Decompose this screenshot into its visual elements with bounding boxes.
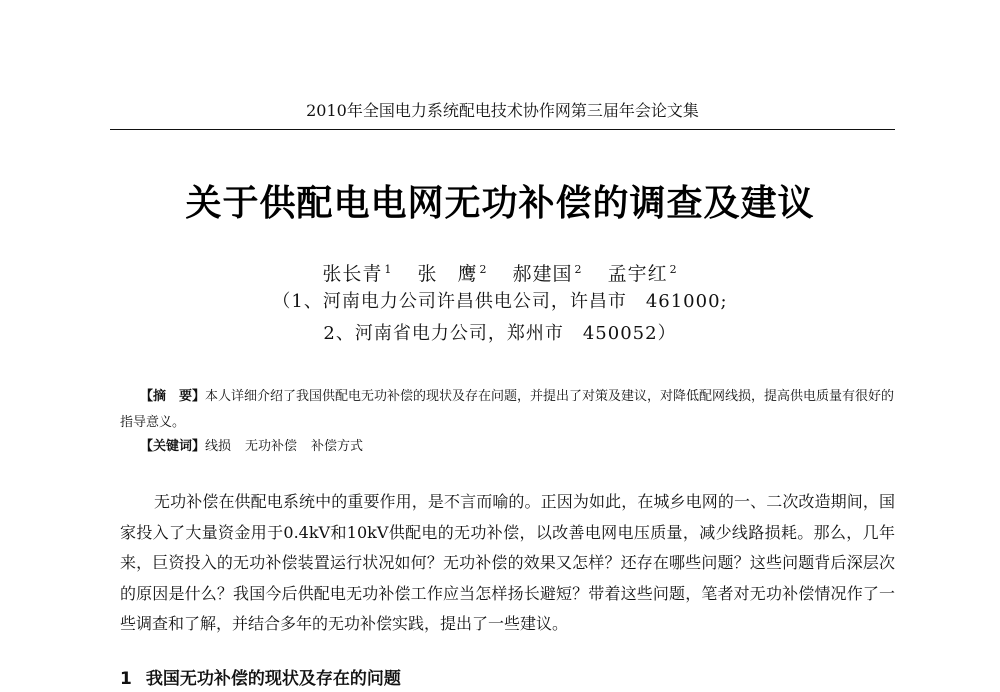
- affiliation-1: （1、河南电力公司许昌供电公司，许昌市 461000;: [272, 291, 728, 312]
- section-number: 1: [120, 669, 132, 689]
- author-affiliation-mark: 2: [669, 263, 678, 276]
- author-name: 张长青: [322, 263, 383, 286]
- author-3: [513, 263, 583, 285]
- paper-title: 关于供配电电网无功补偿的调查及建议: [185, 183, 815, 224]
- keywords: [140, 434, 900, 460]
- keyword-item: 无功补偿: [245, 439, 298, 454]
- header-rule: [110, 129, 895, 130]
- author-affiliation-mark: 1: [384, 263, 393, 276]
- section-title: 我国无功补偿的现状及存在的问题: [145, 669, 401, 689]
- keywords-label: 【关键词】: [140, 439, 206, 454]
- running-header: 2010年全国电力系统配电技术协作网第三届年会论文集: [306, 101, 699, 120]
- abstract-label: 【摘 要】: [140, 389, 206, 404]
- author-affiliation-mark: 2: [574, 263, 583, 276]
- author-name: 郝建国: [512, 263, 573, 286]
- abstract-text: 本人详细介绍了我国供配电无功补偿的现状及存在问题，并提出了对策及建议，对降低配网线损，提高供电质量有很好的指导意义。: [120, 389, 895, 430]
- affiliation-2: 2、河南省电力公司，郑州市 450052）: [323, 323, 677, 344]
- author-name: 张 鹰: [417, 263, 478, 286]
- author-1: [322, 263, 392, 285]
- author-name: 孟宇红: [607, 263, 668, 286]
- author-list: [0, 256, 1000, 288]
- keyword-item: 补偿方式: [311, 439, 364, 454]
- author-affiliation-mark: 2: [479, 263, 488, 276]
- author-4: [608, 263, 678, 285]
- abstract: [120, 384, 895, 436]
- section-heading: [120, 666, 895, 692]
- keyword-item: 线损: [205, 439, 232, 454]
- author-2: [417, 263, 487, 285]
- body-paragraph: 无功补偿在供配电系统中的重要作用，是不言而喻的。正因为如此，在城乡电网的一、二次改造期间，国家投入了大量资金用于0.4kV和10kV供配电的无功补偿，以改善电网电压质量，减少线路损耗。那么，几年来，巨资投入的无功补偿装置运行状况如何？无功补偿的效果又怎样？还存在哪些问题？这些问题背后深层次的原因是什么？我国今后供配电无功补偿工作应当怎样扬长避短？带着这些问题，笔者对无功补偿情况作了一些调查和了解，并结合多年的无功补偿实践，提出了一些建议。: [120, 492, 895, 633]
